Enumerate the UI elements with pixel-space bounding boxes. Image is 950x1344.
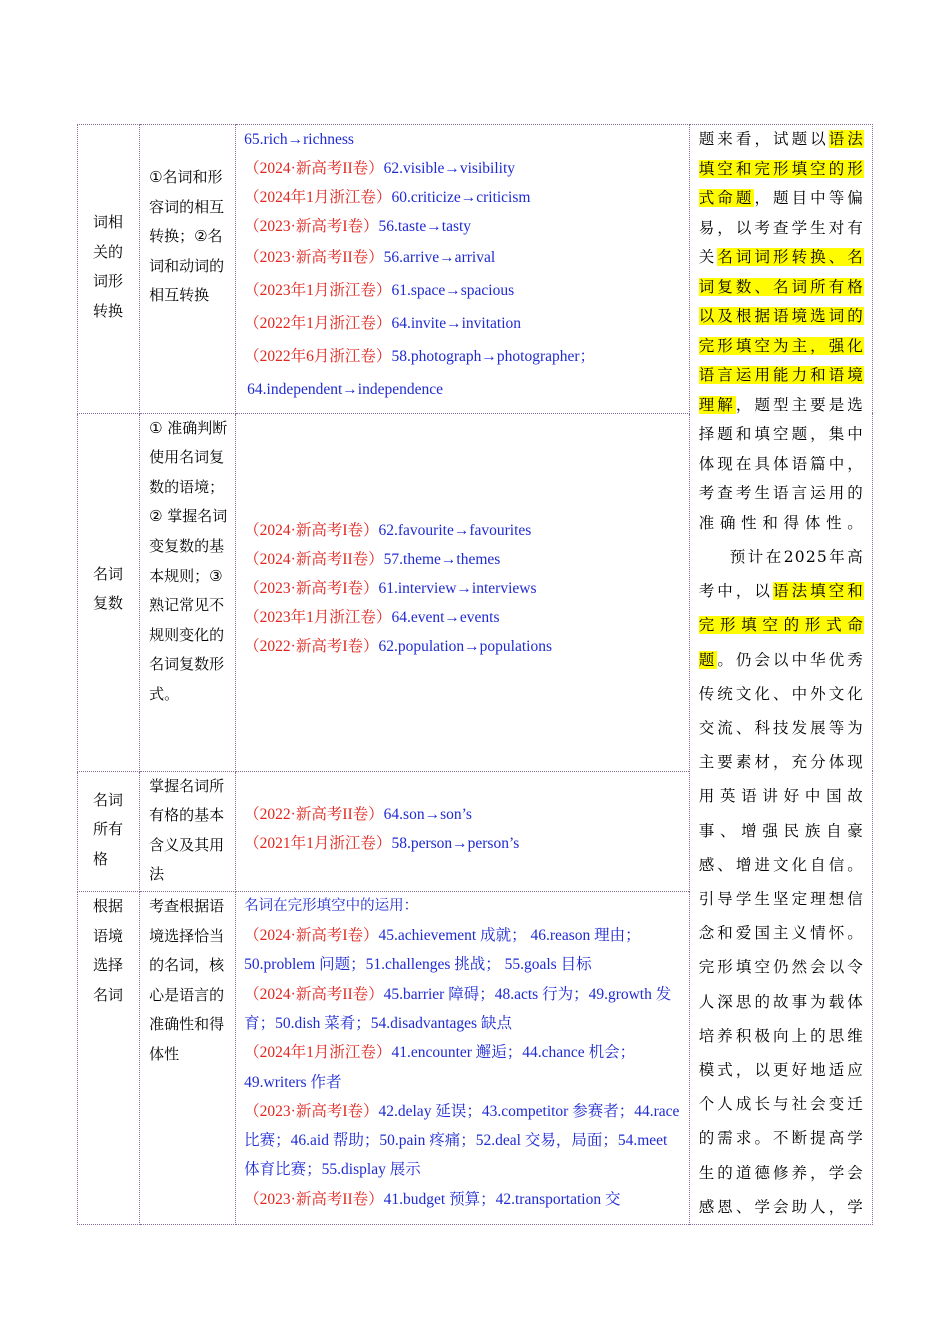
analysis-cell [689, 125, 872, 1225]
highlight: 语法填空和完形填空的形式命题 [698, 582, 864, 669]
highlight: 名词词形转换、名词复数、名词所有格以及根据语境选词的完形填空为主，强化语言运用能力和语境理解 [698, 248, 864, 414]
example-item: （2024·新高考II卷）45.barrier 障碍；48.acts 行为；49.growth 发育；50.dish 菜肴；54.disadvantages 缺点 [244, 985, 672, 1032]
topic-label: 词相关的词形转换 [93, 213, 124, 320]
examples-list [236, 772, 689, 858]
topic-cell [78, 771, 140, 891]
examples-cell [236, 771, 690, 891]
example-item: （2022·新高考I卷）62.population→populations [244, 637, 553, 655]
example-item: 65.rich→richness [244, 131, 354, 148]
highlight: 语法填空和完形填空的形式命题 [698, 130, 865, 207]
topic-label: 名词复数 [93, 564, 124, 613]
description-text: 掌握名词所有格的基本含义及其用法 [149, 776, 225, 884]
example-item: （2023·新高考I卷）56.taste→tasty [244, 218, 472, 235]
examples-cell [236, 892, 690, 1225]
examples-list [236, 414, 689, 661]
examples-list [236, 892, 689, 1214]
topic-label: 根据语境选择名词 [93, 897, 124, 1004]
analysis-paragraph-2: 预计在2025年高考中，以语法填空和完形填空的形式命题。仍会以中华优秀传统文化、中外文化交流、科技发展等为主要素材，充分体现用英语讲好中国故事、增强民族自豪感、增进文化自信。引导学生坚定理想信念和爱国主义情怀。完形填空仍然会以令人深思的故事为载体培养积极向上的思维模式，以更好地适应个人成长与社会变迁的需求。不断提高学生的道德修养，学会感恩、学会助人，学 [698, 548, 864, 1216]
example-item: （2024·新高考I卷）62.favourite→favourites [244, 521, 532, 539]
topic-cell [78, 413, 140, 771]
example-item: （2024·新高考II卷）62.visible→visibility [244, 160, 515, 177]
example-item: （2022年1月浙江卷）64.invite→invitation [244, 315, 522, 332]
example-item: （2024·新高考II卷）57.theme→themes [244, 550, 501, 568]
example-item: （2023年1月浙江卷）64.event→events [244, 608, 500, 626]
description-text: ① 准确判断使用名词复数的语境；② 掌握名词变复数的基本规则；③熟记常见不规则变化的名词复数形式。 [149, 418, 228, 703]
example-item: （2022·新高考II卷）64.son→son’s [244, 805, 472, 823]
example-item: （2023·新高考I卷）61.interview→interviews [244, 579, 537, 597]
topic-label: 名词所有格 [93, 790, 124, 868]
examples-heading: 名词在完形填空中的运用： [244, 898, 419, 915]
analysis-text [690, 125, 872, 1224]
examples-list [236, 125, 689, 406]
example-item: （2022年6月浙江卷）58.photograph→photographer； [244, 348, 596, 365]
example-item: （2024年1月浙江卷）60.criticize→criticism [244, 189, 531, 206]
description-cell [140, 892, 236, 1225]
examples-cell [236, 125, 690, 414]
example-item: （2021年1月浙江卷）58.person→person’s [244, 834, 520, 852]
topic-cell [78, 125, 140, 414]
example-item: （2024年1月浙江卷）41.encounter 邂逅；44.chance 机会；49.writers 作者 [244, 1044, 636, 1091]
example-item: （2024·新高考I卷）45.achievement 成就； 46.reason 理由；50.problem 问题；51.challenges 挑战； 55.goals 目标 [244, 927, 641, 974]
example-item: （2023·新高考II卷）41.budget 预算；42.transportation 交 [244, 1190, 621, 1208]
analysis-paragraph-1: 题来看，试题以语法填空和完形填空的形式命题，题目中等偏易，以考查学生对有关名词词形转换、名词复数、名词所有格以及根据语境选词的完形填空为主，强化语言运用能力和语境理解，题型主要是选择题和填空题，集中体现在具体语篇中，考查考生语言运用的准确性和得体性。 [698, 130, 865, 532]
example-item: （2023·新高考II卷）56.arrive→arrival [244, 249, 496, 266]
example-item: （2023·新高考I卷）42.delay 延误；43.competitor 参赛者；44.race 比赛；46.aid 帮助；50.pain 疼痛；52.deal 交易，局面；54.meet 体育比赛；55.display 展示 [244, 1102, 680, 1179]
table-row [78, 125, 873, 414]
description-cell [140, 413, 236, 771]
description-text: ①名词和形容词的相互转换；②名词和动词的相互转换 [149, 168, 225, 305]
examples-cell [236, 413, 690, 771]
description-text: 考查根据语境选择恰当的名词，核心是语言的准确性和得体性 [149, 897, 225, 1064]
description-cell [140, 125, 236, 414]
topic-cell [78, 892, 140, 1225]
example-item: （2023年1月浙江卷）61.space→spacious [244, 282, 515, 299]
description-cell [140, 771, 236, 891]
knowledge-table [77, 124, 873, 1225]
example-item: 64.independent→independence [247, 381, 444, 398]
